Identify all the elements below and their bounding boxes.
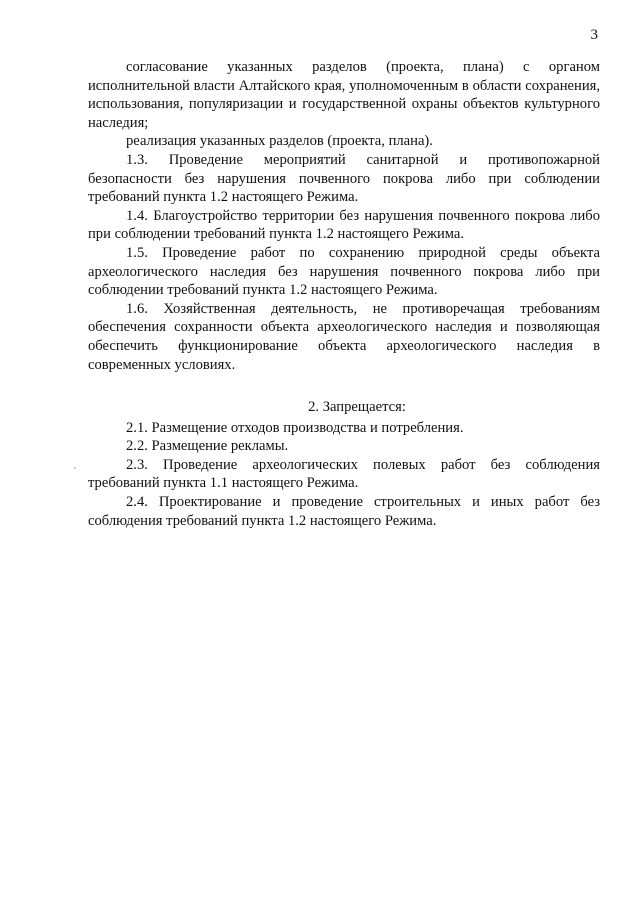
paragraph-1-6: 1.6. Хозяйственная деятельность, не противоречащая требованиям обеспечения сохранности объекта археологического наследия и позволяющая обеспечить функционирование объекта археологического наследия в современных условиях. bbox=[88, 300, 600, 373]
paragraph-implementation: реализация указанных разделов (проекта, плана). bbox=[126, 133, 433, 150]
page-number: 3 bbox=[590, 27, 598, 43]
scan-speck bbox=[74, 467, 76, 469]
section-heading: 2. Запрещается: bbox=[308, 399, 406, 416]
paragraph-2-1: 2.1. Размещение отходов производства и потребления. bbox=[126, 419, 464, 436]
paragraph-approval: согласование указанных разделов (проекта, плана) с органом исполнительной власти Алтайского края, уполномоченным в области сохранения, использования, популяризации и государственной охраны объектов культурного наследия; bbox=[88, 59, 600, 131]
paragraph-1-4: 1.4. Благоустройство территории без нарушения почвенного покрова либо при соблюдении требований пункта 1.2 настоящего Режима. bbox=[88, 207, 600, 243]
paragraph-2-4: 2.4. Проектирование и проведение строительных и иных работ без соблюдения требований пункта 1.2 настоящего Режима. bbox=[88, 494, 600, 529]
paragraph-1-3: 1.3. Проведение мероприятий санитарной и противопожарной безопасности без нарушения почвенного покрова либо при соблюдении требований пункта 1.2 настоящего Режима. bbox=[88, 151, 600, 206]
document-body bbox=[88, 58, 600, 530]
paragraph-2-2: 2.2. Размещение рекламы. bbox=[126, 438, 289, 455]
paragraph-1-5: 1.5. Проведение работ по сохранению природной среды объекта археологического наследия без нарушения почвенного покрова либо при соблюдении требований пункта 1.2 настоящего Режима. bbox=[88, 244, 600, 299]
paragraph-2-3: 2.3. Проведение археологических полевых работ без соблюдения требований пункта 1.1 настоящего Режима. bbox=[88, 456, 600, 492]
